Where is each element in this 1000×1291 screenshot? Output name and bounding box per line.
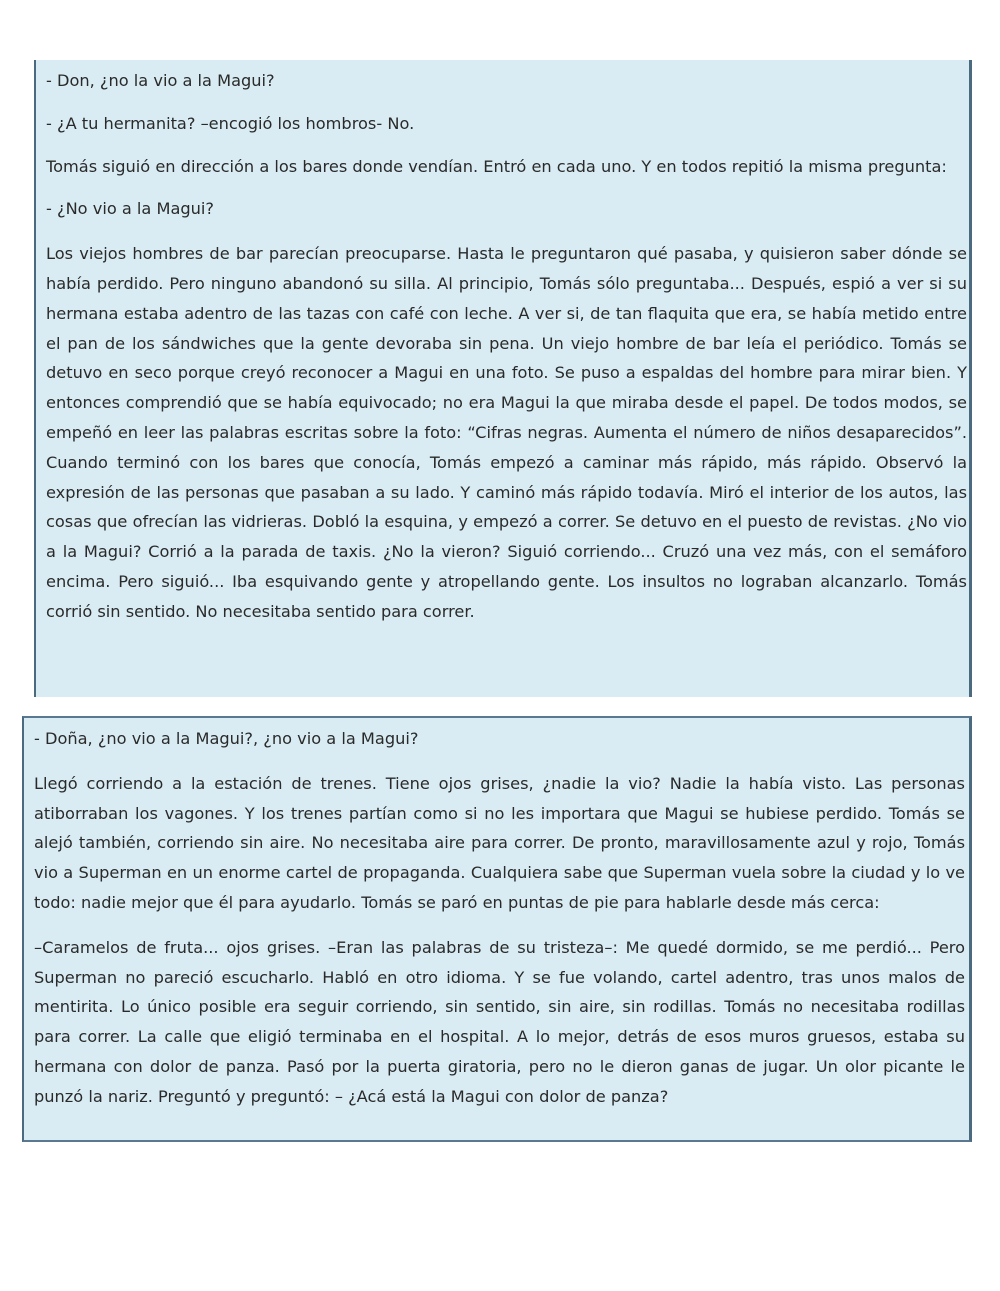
dialogue-line: - Don, ¿no la vio a la Magui? (46, 71, 275, 90)
narrative-paragraph: Tomás siguió en dirección a los bares donde vendían. Entró en cada uno. Y en todos repitió la misma pregunta: (46, 156, 947, 176)
narrative-paragraph: Los viejos hombres de bar parecían preocuparse. Hasta le preguntaron qué pasaba, y quisieron saber dónde se había perdido. Pero ninguno abandonó su silla. Al principio, Tomás sólo preguntaba... Después, espió a ver si su hermana estaba adentro de las tazas con café con leche. A ver si, de tan flaquita que era, se había metido entre el pan de los sándwiches que la gente devoraba sin pena. Un viejo hombre de bar leía el periódico. Tomás se detuvo en seco porque creyó reconocer a Magui en una foto. Se puso a espaldas del hombre para mirar bien. Y entonces comprendió que se había equivocado; no era Magui la que miraba desde el papel. De todos modos, se empeñó en leer las palabras escritas sobre la foto: “Cifras negras. Aumenta el número de niños desaparecidos”. Cuando terminó con los bares que conocía, Tomás empezó a caminar más rápido, más rápido. Observó la expresión de las personas que pasaban a su lado. Y caminó más rápido todavía. Miró el interior de los autos, las cosas que ofrecían las vidrieras. Dobló la esquina, y empezó a correr. Se detuvo en el puesto de revistas. ¿No vio a la Magui? Corrió a la parada de taxis. ¿No la vieron? Siguió corriendo... Cruzó una vez más, con el semáforo encima. Pero siguió... Iba esquivando gente y atropellando gente. Los insultos no lograban alcanzarlo. Tomás corrió sin sentido. No necesitaba sentido para correr. (46, 244, 967, 621)
dialogue-line: - ¿No vio a la Magui? (46, 199, 215, 219)
text-panel-bottom (22, 716, 972, 1142)
narrative-paragraph: Llegó corriendo a la estación de trenes. Tiene ojos grises, ¿nadie la vio? Nadie la había visto. Las personas atiborraban los vagones. Y los trenes partían como si no les importara que Magui se hubiese perdido. Tomás se alejó también, corriendo sin aire. No necesitaba aire para correr. De pronto, maravillosamente azul y rojo, Tomás vio a Superman en un enorme cartel de propaganda. Cualquiera sabe que Superman vuela sobre la ciudad y lo ve todo: nadie mejor que él para ayudarlo. Tomás se paró en puntas de pie para hablarle desde más cerca: (34, 773, 965, 912)
text-panel-top (34, 60, 972, 697)
dialogue-line: - ¿A tu hermanita? –encogió los hombros- No. (46, 113, 415, 133)
dialogue-line: - Doña, ¿no vio a la Magui?, ¿no vio a la Magui? (34, 729, 419, 748)
narrative-paragraph: –Caramelos de fruta... ojos grises. –Eran las palabras de su tristeza–: Me quedé dormido, se me perdió... Pero Superman no pareció escucharlo. Habló en otro idioma. Y se fue volando, cartel adentro, tras unos malos de mentirita. Lo único posible era seguir corriendo, sin sentido, sin aire, sin rodillas. Tomás no necesitaba rodillas para correr. La calle que eligió terminaba en el hospital. A lo mejor, detrás de esos muros gruesos, estaba su hermana con dolor de panza. Pasó por la puerta giratoria, pero no le dieron ganas de jugar. Un olor picante le punzó la nariz. Preguntó y preguntó: – ¿Acá está la Magui con dolor de panza? (34, 937, 965, 1106)
